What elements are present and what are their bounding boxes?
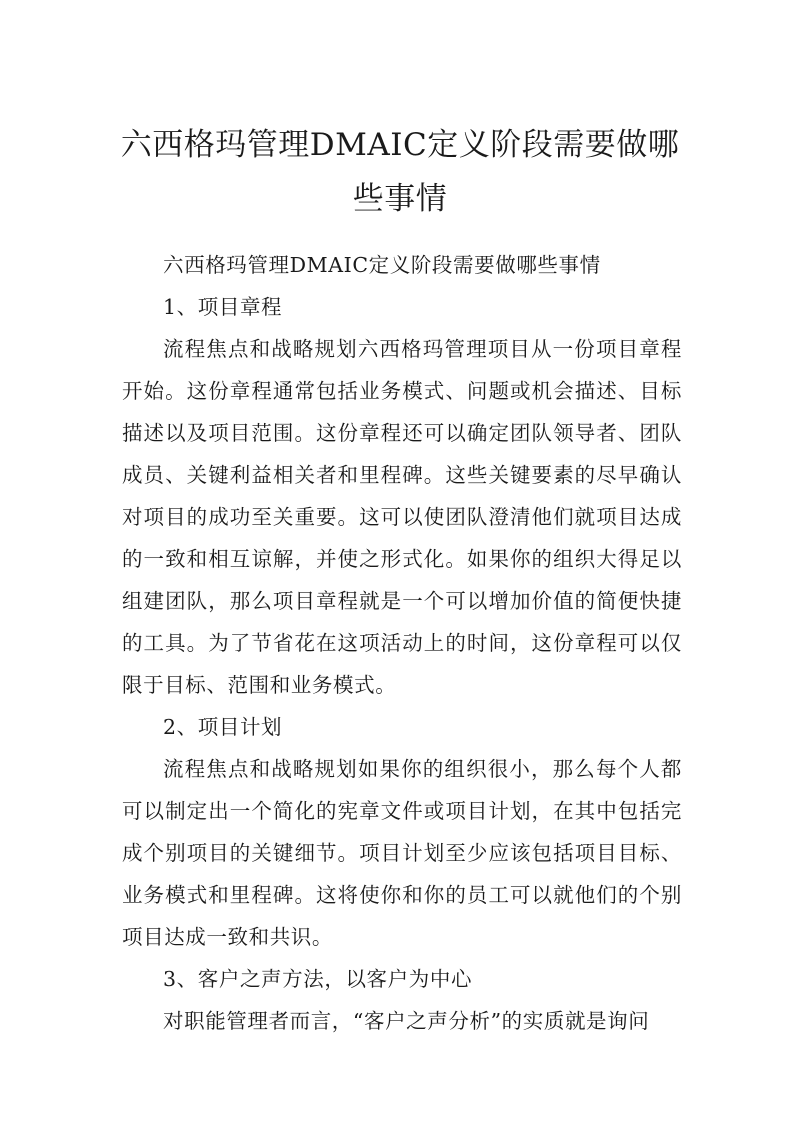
paragraph-project-plan: 流程焦点和战略规划如果你的组织很小，那么每个人都可以制定出一个简化的宪章文件或项目计划，在其中包括完成个别项目的关键细节。项目计划至少应该包括项目目标、业务模式和里程碑。这将使你和你的员工可以就他们的个别项目达成一致和共识。 <box>122 757 682 949</box>
paragraph-project-charter: 流程焦点和战略规划六西格玛管理项目从一份项目章程开始。这份章程通常包括业务模式、问题或机会描述、目标描述以及项目范围。这份章程还可以确定团队领导者、团队成员、关键利益相关者和里程碑。这些关键要素的尽早确认对项目的成功至关重要。这可以使团队澄清他们就项目达成的一致和相互谅解，并使之形式化。如果你的组织大得足以组建团队，那么项目章程就是一个可以增加价值的简便快捷的工具。为了节省花在这项活动上的时间，这份章程可以仅限于目标、范围和业务模式。 <box>122 337 682 697</box>
intro-paragraph: 六西格玛管理DMAIC定义阶段需要做哪些事情 <box>163 253 601 277</box>
section-heading-project-plan: 2、项目计划 <box>163 715 283 739</box>
section-heading-voice-of-customer: 3、客户之声方法，以客户为中心 <box>163 967 473 991</box>
document-body <box>122 244 682 1042</box>
paragraph-voice-of-customer: 对职能管理者而言，“客户之声分析”的实质就是询问 <box>163 1009 650 1033</box>
document-title: 六西格玛管理DMAIC定义阶段需要做哪些事情 <box>120 127 680 217</box>
section-heading-project-charter: 1、项目章程 <box>163 295 283 319</box>
